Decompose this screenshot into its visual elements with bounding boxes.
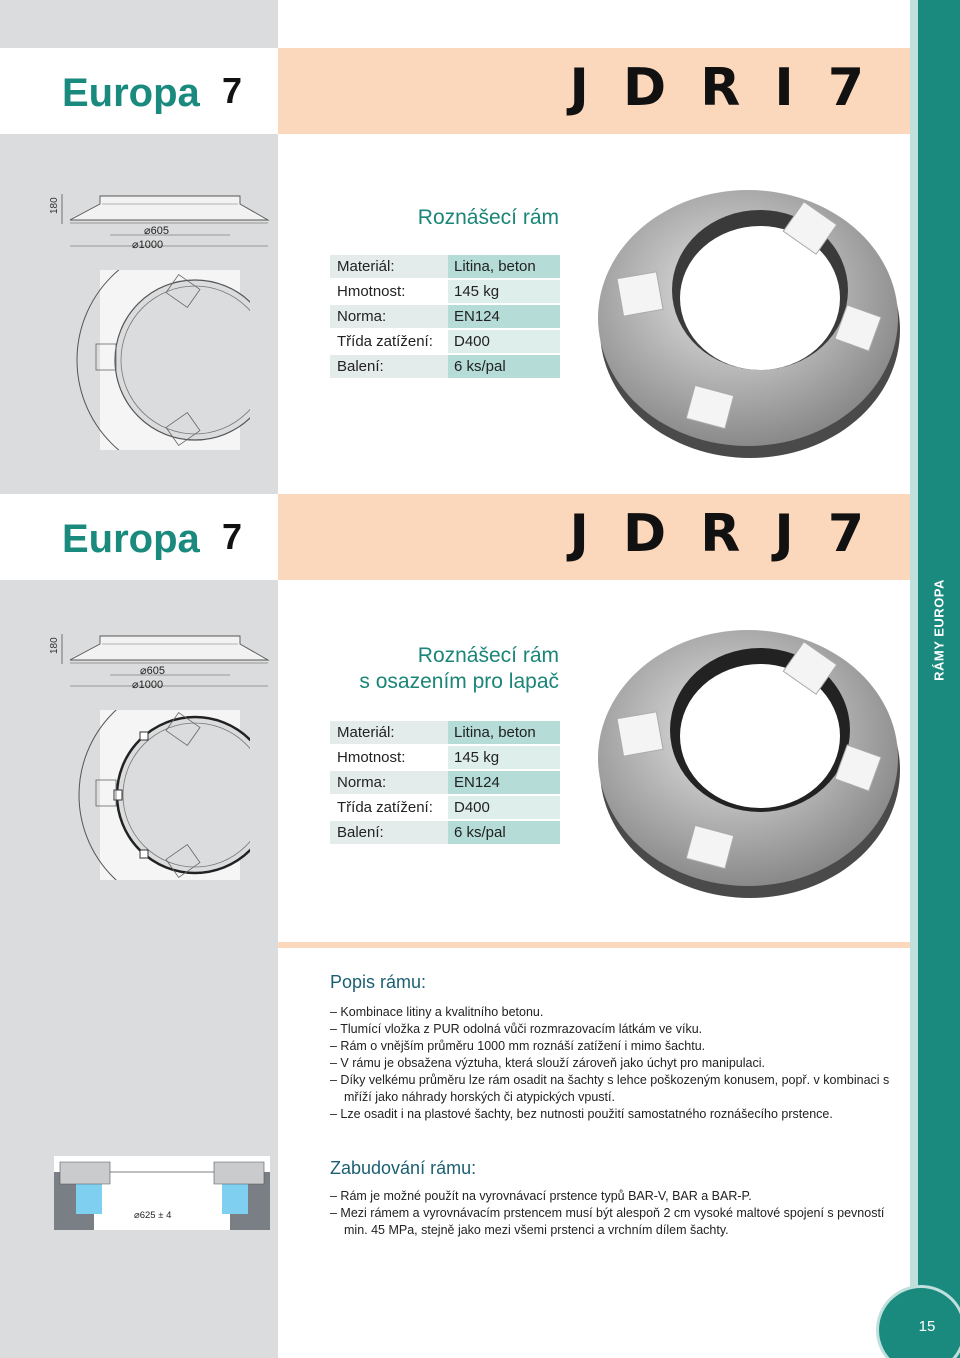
side-strip-pale [910,0,918,1358]
spec-row: Balení: 6 ks/pal [330,821,560,846]
spec-row: Třída zatížení: D400 [330,796,560,821]
side-section-drawing [40,630,272,694]
spec-row: Norma: EN124 [330,771,560,796]
svg-text:⌀1000: ⌀1000 [132,239,164,251]
product-header-band [0,494,910,580]
product-header-band [0,48,910,134]
product-photo [590,610,900,900]
installation-drawing [54,1156,270,1230]
europa-logo [62,70,212,114]
spec-row: Norma: EN124 [330,305,560,330]
svg-text:⌀605: ⌀605 [144,225,169,237]
svg-text:180: 180 [49,637,60,654]
spec-table [330,255,560,380]
product-title: Roznášecí rám [417,206,559,229]
top-view-drawing [50,710,250,880]
list-item: – Tlumící vložka z PUR odolná vůči rozmrazovacím látkám ve víku. [330,1022,703,1036]
svg-text:⌀625 ± 4: ⌀625 ± 4 [134,1210,172,1221]
list-item: – Rám o vnějším průměru 1000 mm roznáší zatížení i mimo šachtu. [330,1039,706,1053]
svg-text:⌀1000: ⌀1000 [132,679,164,691]
svg-text:180: 180 [49,197,60,214]
svg-text:Europa: Europa [62,517,200,560]
installation-list [330,1188,890,1239]
spec-table [330,721,560,846]
page-number: 15 [918,1318,936,1335]
svg-text:Europa: Europa [62,71,200,114]
list-item: – Kombinace litiny a kvalitního betonu. [330,1005,544,1019]
spec-row: Balení: 6 ks/pal [330,355,560,380]
spec-row: Hmotnost: 145 kg [330,280,560,305]
side-category-label: RÁMY EUROPA [931,579,947,681]
list-item: – V rámu je obsažena výztuha, která slouží zároveň jako úchyt pro manipulaci. [330,1056,765,1070]
spec-row: Třída zatížení: D400 [330,330,560,355]
product-photo [590,170,900,460]
list-item: – Díky velkému průměru lze rám osadit na šachty s lehce poškozeným konusem, popř. v kombinaci s mříží jako náhrady horských či atypických vpustí. [330,1073,890,1104]
list-item: – Mezi rámem a vyrovnávacím prstencem musí být alespoň 2 cm vysoké maltové spojení s pevností min. 45 MPa, stejně jako mezi všemi prstenci a vrchním dílem šachty. [330,1206,885,1237]
description-list [330,1004,890,1123]
product-code: J D R J 7 [569,504,872,564]
description-heading: Popis rámu: [330,972,427,992]
spec-row: Hmotnost: 145 kg [330,746,560,771]
svg-text:⌀605: ⌀605 [140,665,165,677]
product-title: Roznášecí rám s osazením pro lapač [359,644,559,693]
section-separator [278,942,910,948]
spec-row: Materiál: Litina, beton [330,255,560,280]
list-item: – Lze osadit i na plastové šachty, bez nutnosti použití samostatného roznášecího prstence. [330,1107,833,1121]
top-view-drawing [50,270,250,450]
list-item: – Rám je možné použít na vyrovnávací prstence typů BAR-V, BAR a BAR-P. [330,1189,752,1203]
series-number: 7 [222,70,243,111]
product-code: J D R I 7 [569,58,872,118]
installation-heading: Zabudování rámu: [330,1158,477,1178]
spec-row: Materiál: Litina, beton [330,721,560,746]
europa-logo [62,516,212,560]
series-number: 7 [222,516,243,557]
side-section-drawing [40,190,272,254]
